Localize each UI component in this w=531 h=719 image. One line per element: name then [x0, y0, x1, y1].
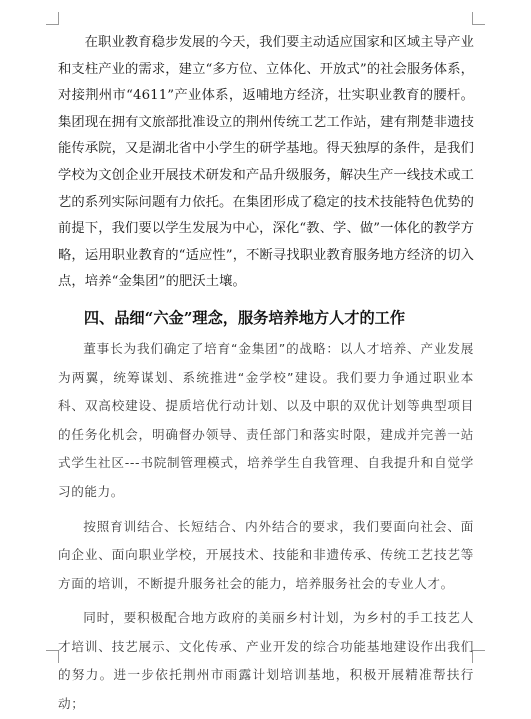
section-heading: 四、品细“六金”理念，服务培养地方人才的工作: [83, 308, 406, 327]
crop-mark-top-right: [472, 12, 485, 25]
document-body: [58, 30, 474, 719]
paragraph-gold-group-strategy: 董事长为我们确定了培育“金集团”的战略：以人才培养、产业发展为两翼，统筹谋划、系统推进“金学校”建设。我们要力争通过职业本科、双高校建设、提质培优行动计划、以及中职的双优计划等典型项目的任务化机会，明确督办领导、责任部门和落实时限，建成并完善一站式学生社区---书院制管理模式，培养学生自我管理、自我提升和自觉学习的能力。: [58, 340, 474, 499]
paragraph-community-service: 在职业教育稳步发展的今天，我们要主动适应国家和区域主导产业和支柱产业的需求，建立“多方位、立体化、开放式”的社会服务体系，对接荆州市“4611”产业体系，返哺地方经济，壮实职业教育的腰杆。集团现在拥有文旅部批准设立的荆州传统工艺工作站，建有荆楚非遗技能传承院，又是湖北省中小学生的研学基地。得天独厚的条件，是我们学校为文创企业开展技术研发和产品升级服务，解决生产一线技术或工艺的系列实际问题有力依托。在集团形成了稳定的技术技能特色优势的前提下，我们要以学生发展为中心，深化“教、学、做”一体化的教学方略，运用职业教育的“适应性”，不断寻找职业教育服务地方经济的切入点，培养“金集团”的肥沃土壤。: [58, 35, 474, 290]
crop-mark-top-left: [46, 12, 59, 25]
paragraph-training: 按照育训结合、长短结合、内外结合的要求，我们要面向社会、面向企业、面向职业学校，开展技术、技能和非遗传承、传统工艺技艺等方面的培训，不断提升服务社会的能力，培养服务社会的专业人才。: [58, 518, 474, 591]
paragraph-rural-revitalization: 同时，要积极配合地方政府的美丽乡村计划，为乡村的手工技艺人才培训、技艺展示、文化传承、产业开发的综合功能基地建设作出我们的努力。进一步依托荆州市雨露计划培训基地，积极开展精准帮扶行动；: [58, 610, 474, 712]
